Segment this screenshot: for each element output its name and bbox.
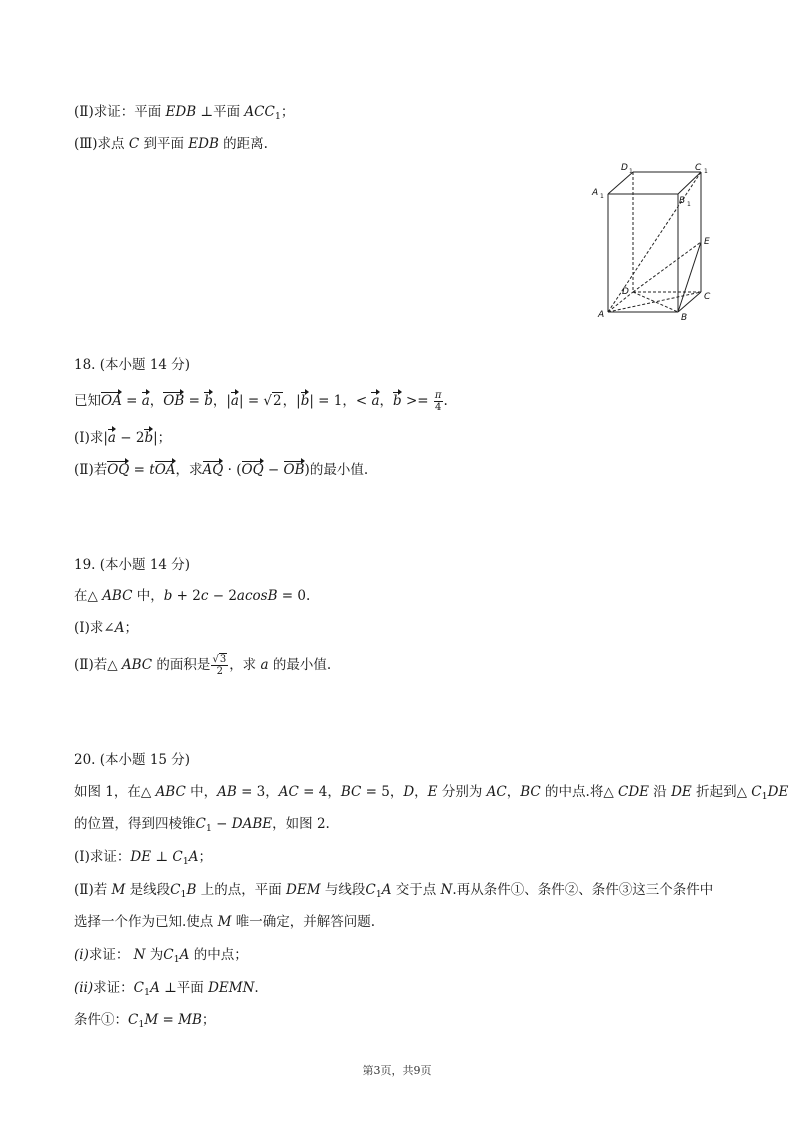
label-b: B <box>681 313 688 323</box>
q20-sub-i: (i)求证： N 为$C_1A$ 的中点； <box>74 947 248 965</box>
q20-header: 20. (本小题 15 分) <box>74 752 191 768</box>
label-e: E <box>704 237 710 247</box>
label-a1-sub: 1 <box>600 193 604 200</box>
q19-part1: (Ⅰ)求∠A； <box>74 620 138 636</box>
label-a: A <box>598 310 605 320</box>
label-c: C <box>704 292 711 302</box>
q20-condition1: 条件①：$C_1M$ = MB； <box>74 1012 216 1030</box>
edge-b1c1 <box>678 172 701 194</box>
diag-db <box>633 292 678 312</box>
q19-header: 19. (本小题 14 分) <box>74 557 191 573</box>
label-c1-sub: 1 <box>704 168 708 175</box>
edge-a1d1 <box>608 172 633 194</box>
q20-part2-line1: (Ⅱ)若 M 是线段$C_1B$ 上的点，平面 DEM 与线段$C_1A$ 交于点 N.再从条件①、条件②、条件③这三个条件中 <box>74 882 714 900</box>
label-d: D <box>622 287 629 297</box>
label-b1: B <box>679 196 686 206</box>
q20-part1: (Ⅰ)求证：DE ⊥ $C_1A$； <box>74 849 212 867</box>
q18-given: 已知OA = a，OB = b，|a| = √2，|b| = 1，< a，b >= $\frac{\pi}{4}$ . <box>74 390 448 413</box>
seg-de <box>633 242 701 292</box>
label-c1: C <box>695 163 702 173</box>
page-footer: 第3页，共9页 <box>362 1064 432 1077</box>
q20-line1: 如图 1，在△ ABC 中，AB = 3，AC = 4，BC = 5，D，E 分别为 AC，BC 的中点.将△ CDE 沿 DE 折起到△ $C_1DE$ <box>74 784 789 802</box>
q19-part2: (Ⅱ)若△ ABC 的面积是 $\frac{√3}{2}$ ，求 a 的最小值. <box>74 654 332 677</box>
q17-part2: (Ⅱ)求证：平面 EDB ⊥平面 $ACC_1$； <box>74 104 295 122</box>
q18-part2: (Ⅱ)若OQ = tOA，求AQ · (OQ − OB)的最小值. <box>74 462 369 478</box>
q17-part3: (Ⅲ)求点 C 到平面 EDB 的距离. <box>74 136 268 152</box>
q20-sub-ii: (ii)求证：$C_1A$ ⊥平面 DEMN. <box>74 980 259 998</box>
q19-given: 在△ ABC 中，b + 2c − 2acosB = 0. <box>74 588 311 604</box>
q18-part1: (Ⅰ)求|a − 2b|； <box>74 430 172 446</box>
label-d1-sub: 1 <box>629 168 633 175</box>
q18-header: 18. (本小题 14 分) <box>74 357 191 373</box>
label-b1-sub: 1 <box>687 201 691 208</box>
label-d1: D <box>621 163 628 173</box>
label-a1: A <box>592 188 599 198</box>
prism-figure <box>588 158 718 326</box>
q20-line2: 的位置，得到四棱锥$C_1$ − DABE，如图 2. <box>74 816 330 834</box>
q20-part2-line2: 选择一个作为已知.使点 M 唯一确定，并解答问题. <box>74 914 376 930</box>
